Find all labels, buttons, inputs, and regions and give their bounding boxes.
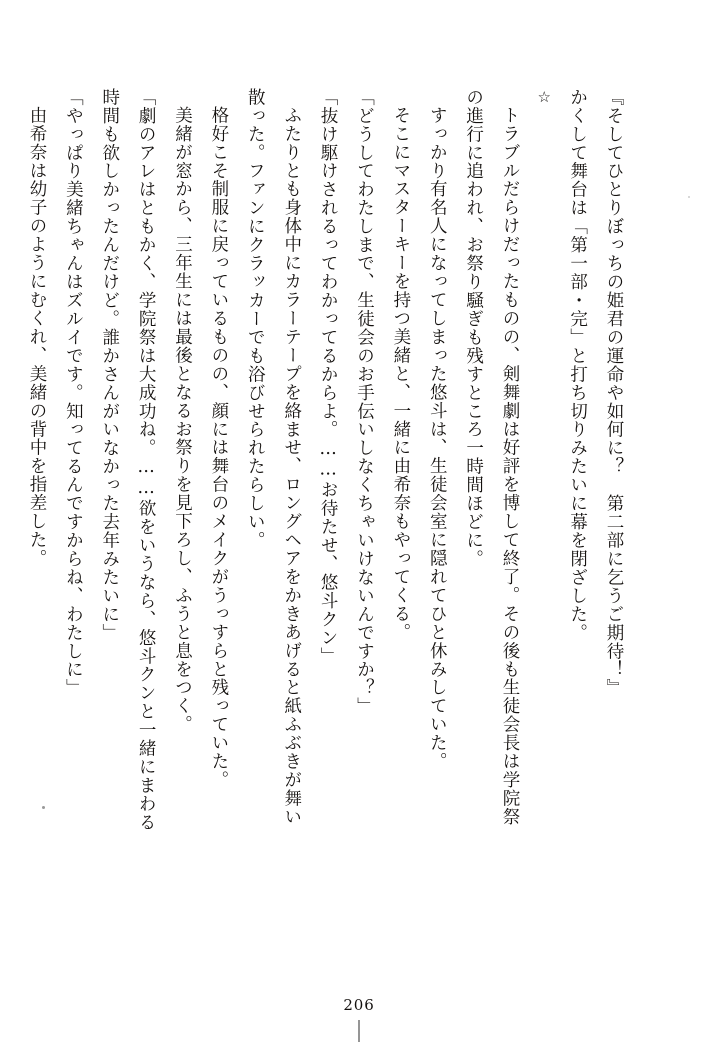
dialogue-line: 「やっぱり美緒ちゃんはズルイです。知ってるんですからね、わたしに」 <box>63 88 84 698</box>
paragraph: 『そしてひとりぼっちの姫君の運命や如何に？ 第二部に乞うご期待！』 <box>604 88 624 698</box>
page-body-text <box>26 88 632 948</box>
paragraph: そこにマスターキーを持つ美緒と、一緒に由希奈もやってくる。 <box>390 105 411 641</box>
paragraph: すっかり有名人になってしまった悠斗は、生徒会室に隠れてひと休みしていた。 <box>427 105 448 771</box>
spine-mark <box>359 1020 360 1042</box>
paragraph: かくして舞台は「第一部・完」と打ち切りみたいに幕を閉ざした。 <box>567 88 588 642</box>
paragraph: 格好こそ制服に戻っているものの、顔には舞台のメイクがうっすらと残っていた。 <box>208 105 229 789</box>
dialogue-line: 「抜け駆けされるってわかってるからよ。……お待たせ、悠斗クン」 <box>318 88 339 666</box>
paragraph: 美緒が窓から、三年生には最後となるお祭りを見下ろし、ふうと息をつく。 <box>172 105 193 734</box>
dialogue-line: 「劇のアレはともかく、学院祭は大成功ね。……欲をいうなら、悠斗クンと一緒にまわる <box>136 88 157 832</box>
section-divider-star: ☆ <box>535 88 554 107</box>
paragraph: 由希奈は幼子のようにむくれ、美緒の背中を指差した。 <box>26 105 47 568</box>
page-number: 206 <box>343 996 375 1014</box>
paragraph: トラブルだらけだったものの、剣舞劇は好評を博して終了。その後も生徒会長は学院祭 <box>500 105 521 826</box>
paper-speck <box>688 196 690 198</box>
dialogue-line: 「どうしてわたしまで、生徒会のお手伝いしなくちゃいけないんですか？」 <box>354 88 375 716</box>
paragraph: の進行に追われ、お祭り騒ぎも残すところ一時間ほどに。 <box>463 88 484 569</box>
paragraph: ふたりとも身体中にカラーテープを絡ませ、ロングヘアをかきあげると紙ふぶきが舞い <box>281 105 302 826</box>
dialogue-line: 時間も欲しかったんだけど。誰かさんがいなかった去年みたいに」 <box>99 88 120 642</box>
paragraph: 散った。ファンにクラッカーでも浴びせられたらしい。 <box>245 88 266 550</box>
